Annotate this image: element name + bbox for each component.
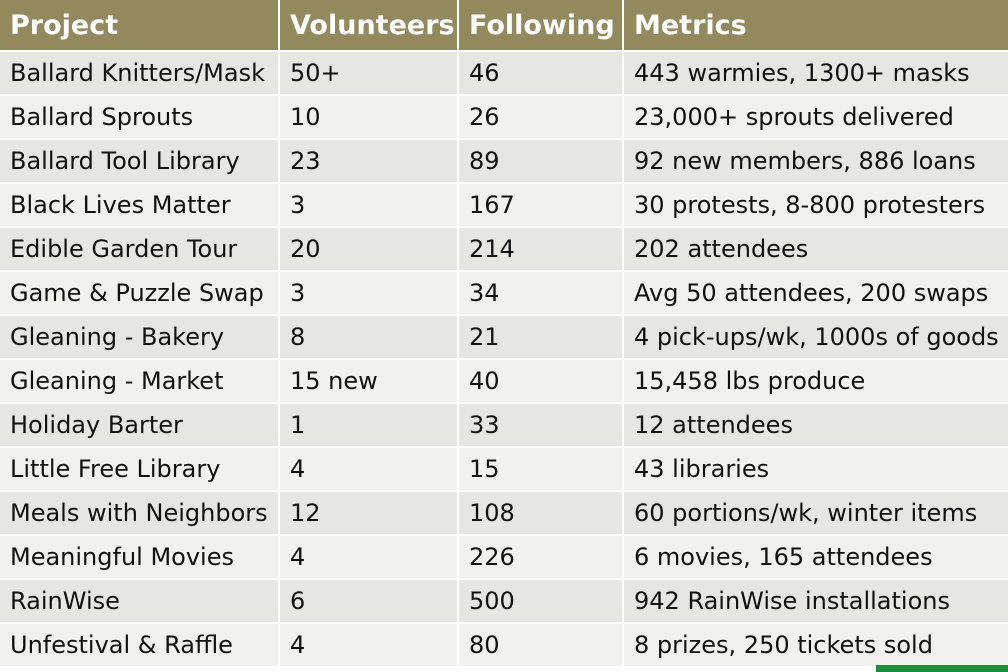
following-cell: 89 [458,139,623,183]
following-cell: 40 [458,359,623,403]
volunteers-cell: 1 [279,403,458,447]
volunteers-cell: 4 [279,447,458,491]
table-header-row [0,0,1008,51]
table-row [0,535,1008,579]
following-cell: 226 [458,535,623,579]
following-cell: 214 [458,227,623,271]
metrics-cell: 60 portions/wk, winter items [623,491,1008,535]
column-header-volunteers: Volunteers [279,0,458,51]
table-row [0,403,1008,447]
project-cell: Ballard Sprouts [0,95,279,139]
project-cell: Black Lives Matter [0,183,279,227]
table-row [0,359,1008,403]
project-cell: Meaningful Movies [0,535,279,579]
project-cell: Meals with Neighbors [0,491,279,535]
table-row [0,579,1008,623]
project-cell: Edible Garden Tour [0,227,279,271]
volunteers-cell: 3 [279,183,458,227]
following-cell: 80 [458,623,623,667]
volunteers-cell: 20 [279,227,458,271]
volunteers-cell: 10 [279,95,458,139]
table-row [0,491,1008,535]
metrics-cell: 8 prizes, 250 tickets sold [623,623,1008,667]
metrics-cell: 92 new members, 886 loans [623,139,1008,183]
project-cell: Gleaning - Market [0,359,279,403]
project-cell: Holiday Barter [0,403,279,447]
following-cell: 15 [458,447,623,491]
table-row [0,227,1008,271]
volunteers-cell: 12 [279,491,458,535]
column-header-metrics: Metrics [623,0,1008,51]
table-row [0,447,1008,491]
volunteers-cell: 4 [279,623,458,667]
metrics-cell: 202 attendees [623,227,1008,271]
project-cell: RainWise [0,579,279,623]
metrics-cell: 4 pick-ups/wk, 1000s of goods [623,315,1008,359]
table-row [0,139,1008,183]
following-cell: 34 [458,271,623,315]
following-cell: 26 [458,95,623,139]
project-cell: Ballard Tool Library [0,139,279,183]
volunteers-cell: 6 [279,579,458,623]
table-row [0,315,1008,359]
volunteers-cell: 3 [279,271,458,315]
volunteers-cell: 50+ [279,51,458,95]
metrics-cell: 942 RainWise installations [623,579,1008,623]
project-cell: Unfestival & Raffle [0,623,279,667]
volunteers-cell: 4 [279,535,458,579]
volunteers-cell: 23 [279,139,458,183]
volunteers-cell: 15 new [279,359,458,403]
table-row [0,623,1008,667]
following-cell: 108 [458,491,623,535]
following-cell: 167 [458,183,623,227]
table-row [0,183,1008,227]
table-row [0,271,1008,315]
project-cell: Gleaning - Bakery [0,315,279,359]
metrics-cell: Avg 50 attendees, 200 swaps [623,271,1008,315]
following-cell: 21 [458,315,623,359]
metrics-cell: 12 attendees [623,403,1008,447]
metrics-cell: 30 protests, 8-800 protesters [623,183,1008,227]
metrics-cell: 23,000+ sprouts delivered [623,95,1008,139]
project-cell: Game & Puzzle Swap [0,271,279,315]
table-row [0,95,1008,139]
column-header-project: Project [0,0,279,51]
following-cell: 500 [458,579,623,623]
following-cell: 33 [458,403,623,447]
project-cell: Ballard Knitters/Mask [0,51,279,95]
metrics-cell: 43 libraries [623,447,1008,491]
metrics-cell: 443 warmies, 1300+ masks [623,51,1008,95]
project-cell: Little Free Library [0,447,279,491]
metrics-cell: 15,458 lbs produce [623,359,1008,403]
table-row [0,51,1008,95]
column-header-following: Following [458,0,623,51]
following-cell: 46 [458,51,623,95]
metrics-cell: 6 movies, 165 attendees [623,535,1008,579]
volunteers-cell: 8 [279,315,458,359]
